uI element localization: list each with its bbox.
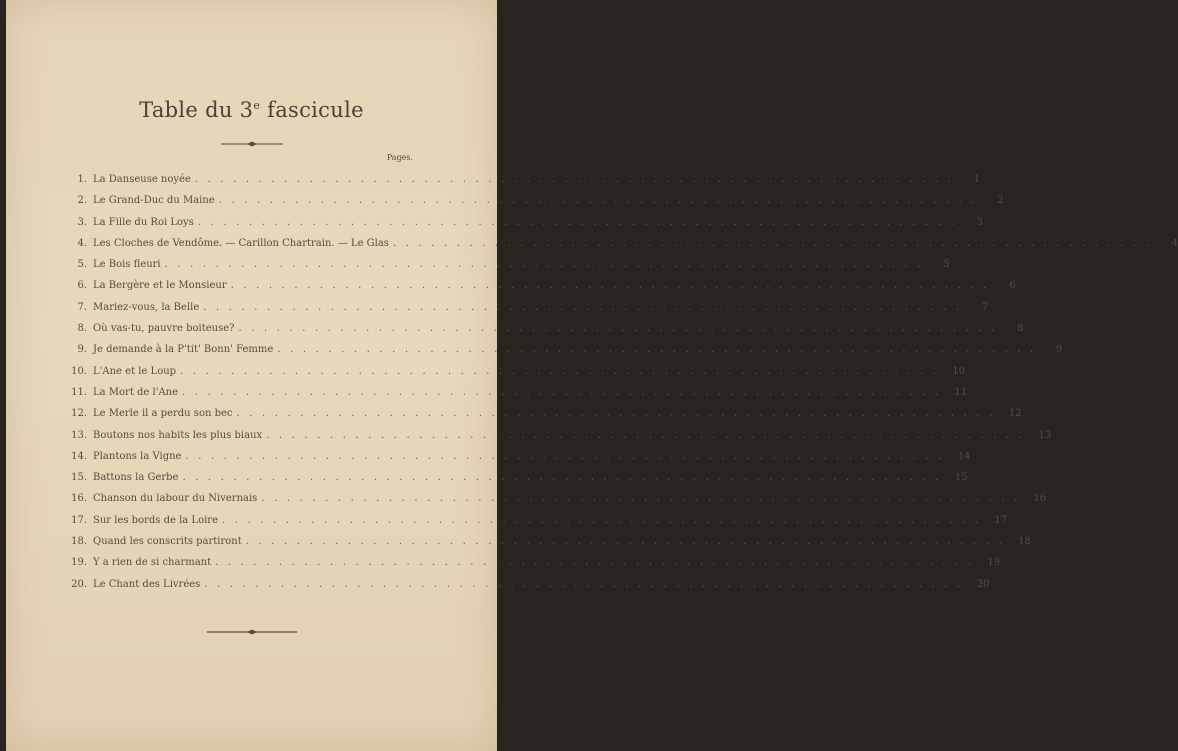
entry-number: 9.	[77, 344, 87, 356]
entry-title: Où vas-tu, pauvre boiteuse?	[93, 323, 235, 335]
entry-page-number: 11	[954, 386, 968, 398]
entry-number: 20.	[71, 578, 87, 590]
entry-title: Battons la Gerbe	[93, 472, 179, 484]
toc-entry	[61, 386, 968, 408]
dot-leader: . . . . . . . . . . . . . . . . . . . . . . . . . . . . . . . . . . . . . . . . . . . . . . . . . . . . . . . . . . . .	[182, 472, 942, 484]
dot-leader: . . . . . . . . . . . . . . . . . . . . . . . . . . . . . . . . . . . . . . . . . . . . . . . . . . . . . . . . . . . .	[222, 514, 982, 526]
entry-title: Plantons la Vigne	[93, 450, 182, 462]
dot-leader: . . . . . . . . . . . . . . . . . . . . . . . . . . . . . . . . . . . . . . . . . . . . . . . . . . . . . . . . . . . .	[197, 216, 957, 228]
entry-page-number: 4	[1171, 237, 1178, 249]
entry-number: 8.	[77, 323, 87, 335]
toc-entry	[61, 536, 1031, 557]
entry-title: Y a rien de si charmant	[93, 557, 212, 569]
entry-title: Je demande à la P'tit' Bonn' Femme	[93, 344, 274, 356]
entry-title: Le Bois fleuri	[93, 259, 161, 271]
entry-number: 5.	[77, 259, 87, 271]
entry-page-number: 9	[1056, 344, 1063, 356]
entry-number: 12.	[71, 408, 87, 420]
entry-page-number: 10	[952, 365, 966, 377]
dot-leader: . . . . . . . . . . . . . . . . . . . . . . . . . . . . . . . . . . . . . . . . . . . . . . . . . . . . . . . . . . . .	[203, 301, 963, 313]
dot-leader: . . . . . . . . . . . . . . . . . . . . . . . . . . . . . . . . . . . . . . . . . . . . . . . . . . . . . . . . . . . .	[236, 408, 996, 420]
entry-number: 3.	[77, 216, 87, 228]
ornament-divider-icon	[221, 140, 283, 148]
entry-number: 13.	[71, 429, 87, 441]
entry-page-number: 6	[1009, 280, 1016, 292]
entry-page-number: 3	[976, 216, 983, 228]
title-superscript: e	[253, 99, 261, 112]
toc-entry	[61, 450, 971, 472]
dot-leader: . . . . . . . . . . . . . . . . . . . . . . . . . . . . . . . . . . . . . . . . . . . . . . . . . . . . . . . . . . . .	[194, 174, 954, 185]
entry-page-number: 1	[973, 174, 980, 185]
entry-page-number: 20	[976, 578, 990, 590]
entry-number: 7.	[77, 301, 87, 313]
dot-leader: . . . . . . . . . . . . . . . . . . . . . . . . . . . . . . . . . . . . . . . . . . . . . . . . . . . . . . . . . . . .	[182, 386, 942, 398]
entry-number: 6.	[77, 280, 87, 292]
toc-entry	[61, 174, 980, 195]
entry-number: 19.	[71, 557, 87, 569]
entry-number: 16.	[71, 493, 87, 505]
entry-number: 2.	[77, 195, 87, 207]
entry-number: 11.	[71, 386, 87, 398]
entry-number: 17.	[71, 514, 87, 526]
entry-title: Le Merle il a perdu son bec	[93, 408, 233, 420]
entry-title: La Bergère et le Monsieur	[93, 280, 227, 292]
book-page	[6, 0, 1178, 751]
entry-title: La Fille du Roi Loys	[93, 216, 194, 228]
entry-page-number: 8	[1017, 323, 1024, 335]
entry-number: 15.	[71, 472, 87, 484]
toc-entry	[61, 578, 990, 600]
dot-leader: . . . . . . . . . . . . . . . . . . . . . . . . . . . . . . . . . . . . . . . . . . . . . . . . . . . . . . . . . . . .	[180, 365, 940, 377]
dot-leader: . . . . . . . . . . . . . . . . . . . . . . . . . . . . . . . . . . . . . . . . . . . . . . . . . . . . . . . . . . . .	[204, 578, 964, 590]
entry-number: 1.	[77, 174, 87, 185]
dot-leader: . . . . . . . . . . . . . . . . . . . . . . . . . . . . . . . . . . . . . . . . . . . . . . . . . . . . . . . . . . . .	[266, 429, 1026, 441]
dot-leader: . . . . . . . . . . . . . . . . . . . . . . . . . . . . . . . . . . . . . . . . . . . . . . . . . . . . . . . . . . . .	[185, 450, 945, 462]
entry-title: La Mort de l'Ane	[93, 386, 179, 398]
toc-entry	[61, 195, 1004, 216]
dot-leader: . . . . . . . . . . . . . . . . . . . . . . . . . . . . . . . . . . . . . . . . . . . . . . . . . . . . . . . . . . . .	[261, 493, 1021, 505]
toc-entry	[61, 237, 1178, 259]
entry-title: Boutons nos habits les plus biaux	[93, 429, 263, 441]
toc-entry	[61, 429, 1052, 451]
entry-page-number: 14	[957, 450, 971, 462]
entry-number: 4.	[77, 237, 87, 249]
entry-page-number: 16	[1033, 493, 1047, 505]
entry-page-number: 7	[981, 301, 989, 313]
toc-entry	[61, 557, 1001, 578]
ornament-divider-icon	[207, 628, 297, 636]
entry-page-number: 15	[954, 472, 968, 484]
toc-entry	[61, 216, 983, 238]
entry-number: 14.	[71, 450, 87, 462]
entry-title: La Danseuse noyée	[93, 174, 191, 185]
table-of-contents	[61, 174, 1178, 600]
dot-leader: . . . . . . . . . . . . . . . . . . . . . . . . . . . . . . . . . . . . . . . . . . . . . . . . . . . . . . . . . . . .	[164, 259, 924, 271]
dot-leader: . . . . . . . . . . . . . . . . . . . . . . . . . . . . . . . . . . . . . . . . . . . . . . . . . . . . . . . . . . . .	[230, 280, 990, 292]
toc-entry	[61, 514, 1008, 536]
dot-leader: . . . . . . . . . . . . . . . . . . . . . . . . . . . . . . . . . . . . . . . . . . . . . . . . . . . . . . . . . . . .	[238, 323, 998, 335]
page-title: Table du 3e fascicule	[139, 98, 364, 122]
toc-entry	[61, 301, 989, 323]
entry-page-number: 2	[997, 195, 1004, 207]
entry-page-number: 17	[994, 514, 1008, 526]
entry-page-number: 13	[1038, 429, 1052, 441]
dot-leader: . . . . . . . . . . . . . . . . . . . . . . . . . . . . . . . . . . . . . . . . . . . . . . . . . . . . . . . . . . . .	[215, 557, 975, 569]
toc-entry	[61, 365, 966, 387]
pages-column-header: Pages.	[386, 153, 413, 162]
dot-leader: . . . . . . . . . . . . . . . . . . . . . . . . . . . . . . . . . . . . . . . . . . . . . . . . . . . . . . . . . . . .	[245, 536, 1005, 548]
entry-title: Le Grand-Duc du Maine	[93, 195, 215, 207]
toc-entry	[61, 280, 1016, 301]
entry-title: L'Ane et le Loup	[93, 365, 177, 377]
toc-entry	[61, 259, 950, 280]
entry-title: Sur les bords de la Loire	[93, 514, 218, 526]
entry-title: Les Cloches de Vendôme. — Carillon Chartrain. — Le Glas	[93, 237, 389, 249]
toc-entry	[61, 472, 968, 493]
entry-page-number: 19	[987, 557, 1001, 569]
entry-title: Mariez-vous, la Belle	[93, 301, 200, 313]
toc-entry	[61, 408, 1022, 429]
dot-leader: . . . . . . . . . . . . . . . . . . . . . . . . . . . . . . . . . . . . . . . . . . . . . . . . . . . . . . . . . . . .	[277, 344, 1037, 356]
toc-entry	[61, 344, 1063, 365]
entry-page-number: 18	[1018, 536, 1031, 548]
dot-leader: . . . . . . . . . . . . . . . . . . . . . . . . . . . . . . . . . . . . . . . . . . . . . . . . . . . . . . . . . . . .	[218, 195, 978, 207]
entry-title: Le Chant des Livrées	[93, 578, 201, 590]
entry-number: 18.	[71, 536, 87, 548]
entry-title: Quand les conscrits partiront	[93, 536, 242, 548]
entry-page-number: 12	[1008, 408, 1022, 420]
entry-number: 10.	[71, 365, 87, 377]
dot-leader: . . . . . . . . . . . . . . . . . . . . . . . . . . . . . . . . . . . . . . . . . . . . . . . . . . . . . . . . . . . .	[392, 237, 1153, 249]
entry-title: Chanson du labour du Nivernais	[93, 493, 258, 505]
entry-page-number: 5	[943, 259, 950, 271]
toc-entry	[61, 323, 1024, 344]
toc-entry	[61, 493, 1047, 514]
